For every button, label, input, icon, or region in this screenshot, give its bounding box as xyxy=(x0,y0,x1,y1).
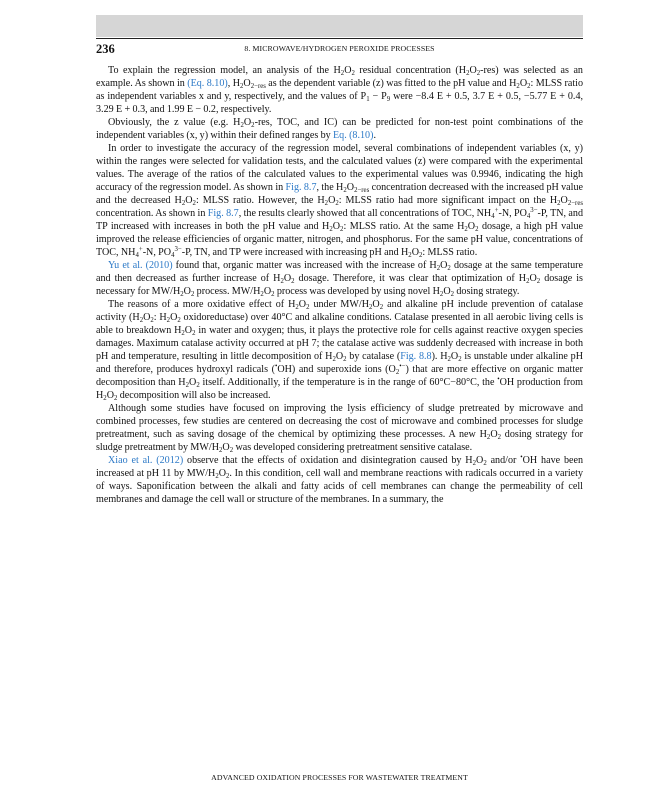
text-run: O xyxy=(222,442,230,453)
text-run: O xyxy=(519,78,528,89)
text-run: and alkaline pH include prevention of catalase activity (H xyxy=(96,299,583,323)
text-run: dosing strategy for sludge pretreatment by MW/H xyxy=(96,429,583,453)
body-paragraph xyxy=(96,402,583,454)
superscript: 3− xyxy=(174,246,182,253)
superscript: + xyxy=(494,207,499,214)
subscript: 2 xyxy=(527,83,531,90)
subscript: 2 xyxy=(464,226,468,233)
body-paragraph xyxy=(96,64,583,116)
citation-link[interactable]: Fig. 8.8 xyxy=(400,351,432,362)
text-run: as the dependent variable (z) was fitted to the pH value and H xyxy=(265,78,517,89)
body-paragraph xyxy=(96,142,583,259)
subscript: 2 xyxy=(181,330,185,337)
text-run: O xyxy=(529,273,537,284)
subscript: 2 xyxy=(103,395,107,402)
text-run: Although some studies have focused on improving the lysis efficiency of sludge pretreated by microwave and combined processes, few studies are centered on decreasing the cost of microwave and combined processes for sludge pretreatment, such as saving dosage of the chemical by optimizing these processes. A new H xyxy=(96,403,583,440)
text-run: -res) was selected as an example. As shown in xyxy=(96,65,583,89)
body-paragraph xyxy=(96,298,583,402)
subscript: 2 xyxy=(526,278,530,285)
text-run: residual concentration (H xyxy=(354,65,467,76)
text-run: dosage is necessary for MW/H xyxy=(96,273,583,297)
subscript: 2 xyxy=(260,291,264,298)
subscript: 4 xyxy=(526,213,531,220)
subscript: 2 xyxy=(351,70,355,77)
text-run: O xyxy=(170,312,178,323)
subscript: 2 xyxy=(251,122,255,129)
text-run: : MLSS ratio. However, the H xyxy=(195,195,325,206)
text-run: . xyxy=(373,130,376,141)
text-run: Obviously, the z value (e.g. H xyxy=(108,117,241,128)
subscript: 2 xyxy=(447,265,451,272)
subscript: 2 xyxy=(516,83,520,90)
subscript: 2 xyxy=(486,434,491,441)
text-run: O xyxy=(189,377,197,388)
text-run: The reasons of a more oxidative effect of H xyxy=(108,299,296,310)
text-run: O xyxy=(106,390,114,401)
subscript: 2 xyxy=(306,304,310,311)
citation-link[interactable]: (Eq. 8.10) xyxy=(187,78,228,89)
page-number: 236 xyxy=(96,42,115,56)
subscript: 2 xyxy=(185,382,190,389)
text-run: O xyxy=(411,247,419,258)
text-run: O xyxy=(332,221,341,232)
text-run: To explain the regression model, an analysis of the H xyxy=(108,65,341,76)
text-run: O xyxy=(243,117,252,128)
subscript: 2−res xyxy=(250,83,266,90)
running-footer: ADVANCED OXIDATION PROCESSES FOR WASTEWATER TREATMENT xyxy=(211,773,468,782)
text-run: : H xyxy=(153,312,167,323)
subscript: 2 xyxy=(335,200,339,207)
subscript: 2 xyxy=(190,291,195,298)
text-run: under MW/H xyxy=(309,299,370,310)
text-run: O xyxy=(372,299,380,310)
subscript: 4 xyxy=(171,252,175,259)
subscript: 2 xyxy=(139,317,144,324)
text-run: oxidoreductase) over 40°C and alkaline conditions. Catalase presented in all aerobic living cells is able to breakdown H xyxy=(96,312,583,336)
subscript: 2 xyxy=(439,291,444,298)
superscript: •− xyxy=(399,363,406,370)
text-run: ). H xyxy=(431,351,448,362)
text-run: : MLSS ratio had more significant impact on the H xyxy=(338,195,558,206)
subscript: 2 xyxy=(536,278,541,285)
citation-link[interactable]: Eq. (8.10) xyxy=(333,130,374,141)
subscript: 2 xyxy=(196,382,200,389)
text-run: dosage at the same temperature and then decreased as further increase of H xyxy=(96,260,583,284)
text-run: process was developed by using novel H xyxy=(274,286,440,297)
body-paragraph xyxy=(96,116,583,142)
text-run: concentration. As shown in xyxy=(96,208,208,219)
text-run: O xyxy=(476,455,484,466)
text-run: O xyxy=(328,195,336,206)
text-run: concentration decreased with the increased pH value and the decreased H xyxy=(96,182,583,206)
subscript: 2 xyxy=(483,460,487,467)
text-run: by catalase ( xyxy=(346,351,401,362)
body-paragraph xyxy=(96,454,583,506)
text-run: O xyxy=(344,65,352,76)
text-run: -P, TN, and TP were increased with increasing pH and H xyxy=(181,247,409,258)
text-run: O xyxy=(218,468,227,479)
subscript: 2 xyxy=(450,291,455,298)
text-run: is unstable under alkaline pH and therefore, produces hydroxyl radicals ( xyxy=(96,351,583,375)
subscript: 2 xyxy=(343,356,347,363)
subscript: 9 xyxy=(386,96,391,103)
subscript: 2 xyxy=(475,226,479,233)
text-run: found that, organic matter was increased with the increase of H xyxy=(172,260,437,271)
subscript: 2 xyxy=(340,70,345,77)
text-run: . In this condition, cell wall and membrane reactions with radicals occurred in a variety of ways. Saponification between the alkali and fatty acids of cell membranes can change the permeability of cell membranes and damage the cell wall or structure of the membranes. In a summary, the xyxy=(96,468,583,505)
subscript: 2 xyxy=(177,317,181,324)
text-run: was developed considering pretreatment sensitive catalase. xyxy=(233,442,473,453)
text-run: O xyxy=(263,286,272,297)
superscript: + xyxy=(138,246,143,253)
text-run: O xyxy=(450,351,459,362)
text-run: O xyxy=(467,221,476,232)
subscript: 2 xyxy=(557,200,561,207)
subscript: 2 xyxy=(114,395,118,402)
superscript: 3− xyxy=(530,207,538,214)
citation-link[interactable]: Xiao et al. (2012) xyxy=(108,455,184,466)
text-run: process. MW/H xyxy=(194,286,261,297)
subscript: 2 xyxy=(408,252,412,259)
text-run: OH production from H xyxy=(96,377,584,401)
text-run: dosing strategy. xyxy=(454,286,520,297)
subscript: 2 xyxy=(181,200,186,207)
subscript: 2 xyxy=(447,356,451,363)
subscript: 2 xyxy=(180,291,184,298)
text-run: In order to investigate the accuracy of the regression model, several combinations of independent variables (x, y) within the ranges were selected for validation tests, and the calculated values (z) were compared with the experimental values. The average of the ratios of the calculated values to the experimental values was 0.9946, indicating the high accuracy of the regression model. As shown in xyxy=(96,143,583,193)
subscript: 2 xyxy=(226,473,230,480)
subscript: 2 xyxy=(324,200,329,207)
running-head: 8. MICROWAVE/HYDROGEN PEROXIDE PROCESSES xyxy=(244,44,435,53)
subscript: 2 xyxy=(240,83,244,90)
text-run: O xyxy=(243,78,251,89)
text-run: itself. Additionally, if the temperature is in the range of 60°C−80°C, the xyxy=(199,377,498,388)
text-run: O xyxy=(346,182,355,193)
text-run: dosage. Therefore, it was clear that optimization of H xyxy=(294,273,527,284)
subscript: 2 xyxy=(219,447,223,454)
text-run: O xyxy=(143,312,151,323)
subscript: 4 xyxy=(135,252,139,259)
text-run: decomposition will also be increased. xyxy=(117,390,271,401)
subscript: 2 xyxy=(150,317,154,324)
text-run: observe that the effects of oxidation and disintegration caused by H xyxy=(183,455,473,466)
text-run: in water and oxygen; thus, it plays the protective role for cells against reactive oxygen species damages. Maximum catalase activity occurred at pH 7; the catalase active was suddenly decreased with increase in both pH and temperature, resulting in little decomposition of H xyxy=(96,325,583,362)
text-run: -N, PO xyxy=(142,247,172,258)
citation-link[interactable]: Yu et al. (2010) xyxy=(108,260,173,271)
subscript: 2 xyxy=(295,304,299,311)
subscript: 2 xyxy=(229,447,234,454)
subscript: 2 xyxy=(458,356,462,363)
subscript: 2 xyxy=(166,317,171,324)
text-run: -P, TN, and TP increased with increases in both the pH value and H xyxy=(96,208,583,232)
text-run: O xyxy=(184,325,193,336)
superscript: • xyxy=(520,454,523,461)
page-header xyxy=(96,38,583,55)
subscript: 2 xyxy=(271,291,275,298)
top-gray-band xyxy=(96,15,583,37)
subscript: 2 xyxy=(369,304,373,311)
text-run: O xyxy=(469,65,477,76)
text-run: O xyxy=(490,429,498,440)
subscript: 2−res xyxy=(567,200,583,207)
subscript: 2 xyxy=(192,330,196,337)
subscript: 2 xyxy=(472,460,477,467)
subscript: 2 xyxy=(466,70,470,77)
text-run: O xyxy=(283,273,292,284)
text-run: -N, PO xyxy=(498,208,527,219)
superscript: • xyxy=(497,376,500,383)
subscript: 2 xyxy=(240,122,244,129)
superscript: • xyxy=(274,363,278,370)
subscript: 2 xyxy=(419,252,423,259)
subscript: 2 xyxy=(291,278,295,285)
text-run: O xyxy=(185,195,193,206)
subscript: 1 xyxy=(366,96,370,103)
text-run: O xyxy=(183,286,191,297)
text-run: ) that are more effective on organic matter decomposition than H xyxy=(96,364,583,388)
subscript: 4 xyxy=(491,213,495,220)
subscript: 2 xyxy=(379,304,384,311)
text-run: OH have been increased at pH 11 by MW/H xyxy=(96,455,584,479)
subscript: 2 xyxy=(343,187,347,194)
subscript: 2−res xyxy=(354,187,370,194)
text-run: , H xyxy=(227,78,241,89)
subscript: 2 xyxy=(436,265,441,272)
text-run: : MLSS ratio as independent variables x and y, respectively, and the values of P xyxy=(96,78,584,102)
subscript: 2 xyxy=(332,356,336,363)
body-paragraph xyxy=(96,259,583,298)
subscript: 2 xyxy=(280,278,284,285)
text-run: O xyxy=(440,260,448,271)
subscript: 2 xyxy=(476,70,481,77)
text-run: − P xyxy=(369,91,387,102)
subscript: 2 xyxy=(329,226,333,233)
text-run: -res, TOC, and IC) can be predicted for non-test point combinations of the independent variables (x, y) within their defined ranges by xyxy=(96,117,583,141)
text-run: : MLSS ratio. xyxy=(422,247,478,258)
subscript: 2 xyxy=(395,369,400,376)
citation-link[interactable]: Fig. 8.7 xyxy=(285,182,317,193)
text-run: O xyxy=(298,299,307,310)
body-text xyxy=(96,64,583,506)
text-run: and/or xyxy=(486,455,521,466)
text-run: : MLSS ratio. At the same H xyxy=(343,221,465,232)
citation-link[interactable]: Fig. 8.7 xyxy=(207,208,239,219)
text-run: , the H xyxy=(316,182,344,193)
text-run: OH) and superoxide ions (O xyxy=(277,364,396,375)
text-run: O xyxy=(443,286,451,297)
text-run: were −8.4 E + 0.5, 3.7 E + 0.5, −5.77 E + 0.4, 3.29 E + 0.3, and 1.99 E − 0.2, respectively. xyxy=(96,91,584,115)
text-run: , the results clearly showed that all concentrations of TOC, NH xyxy=(238,208,492,219)
subscript: 2 xyxy=(340,226,344,233)
text-run: dosage, a high pH value improved the release efficiencies of organic matter, nitrogen, and phosphorus. For the same pH value, concentrations of TOC, NH xyxy=(96,221,584,258)
text-run: O xyxy=(560,195,568,206)
text-run: O xyxy=(335,351,344,362)
subscript: 2 xyxy=(192,200,196,207)
subscript: 2 xyxy=(497,434,502,441)
subscript: 2 xyxy=(215,473,219,480)
